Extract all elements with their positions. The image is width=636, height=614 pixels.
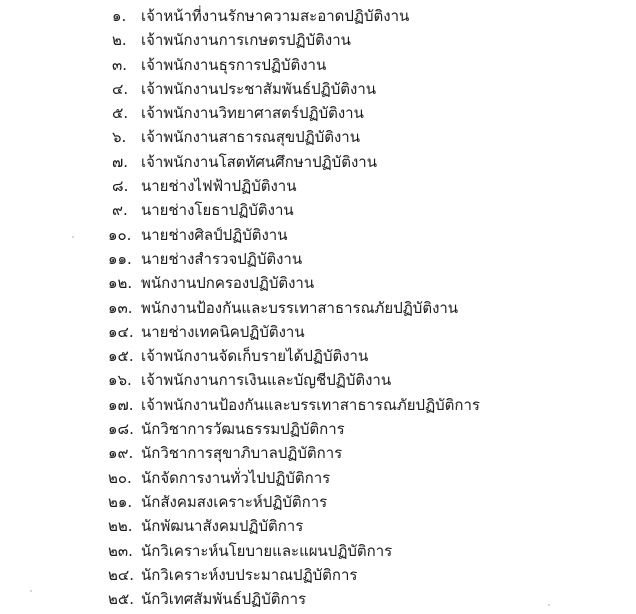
item-text: เจ้าพนักงานป้องกันและบรรเทาสาธารณภัยปฏิบัติการ bbox=[141, 395, 480, 414]
item-number: ๑๖. bbox=[108, 371, 132, 390]
item-number: ๒๒. bbox=[108, 517, 133, 536]
list-item bbox=[0, 4, 636, 28]
list-item bbox=[0, 417, 636, 441]
list-item bbox=[0, 125, 636, 149]
list-item bbox=[0, 466, 636, 490]
scan-speck bbox=[72, 236, 74, 238]
item-number: ๑๑. bbox=[108, 249, 132, 268]
list-item bbox=[0, 247, 636, 271]
list-item bbox=[0, 368, 636, 392]
item-text: นักวิชาการวัฒนธรรมปฏิบัติการ bbox=[141, 420, 345, 439]
item-text: เจ้าหน้าที่งานรักษาความสะอาดปฏิบัติงาน bbox=[141, 7, 410, 25]
item-number: ๑๔. bbox=[108, 322, 134, 341]
item-text: นักวิเทศสัมพันธ์ปฏิบัติการ bbox=[141, 590, 307, 609]
list-item bbox=[0, 28, 636, 52]
item-text: เจ้าพนักงานประชาสัมพันธ์ปฏิบัติงาน bbox=[141, 79, 376, 98]
item-number: ๓. bbox=[112, 55, 128, 74]
position-list bbox=[0, 4, 636, 611]
list-item bbox=[0, 344, 636, 368]
item-number: ๒๐. bbox=[108, 468, 132, 487]
item-text: นักวิชาการสุขาภิบาลปฏิบัติการ bbox=[141, 444, 343, 463]
item-text: นายช่างศิลป์ปฏิบัติงาน bbox=[141, 225, 288, 244]
item-number: ๑. bbox=[112, 7, 127, 25]
item-number: ๒๕. bbox=[108, 590, 135, 609]
item-number: ๙. bbox=[112, 201, 128, 220]
item-text: พนักงานป้องกันและบรรเทาสาธารณภัยปฏิบัติงาน bbox=[141, 298, 459, 317]
item-text: เจ้าพนักงานการเกษตรปฏิบัติงาน bbox=[141, 31, 351, 50]
item-text: เจ้าพนักงานโสตทัศนศึกษาปฏิบัติงาน bbox=[141, 152, 377, 171]
list-item bbox=[0, 223, 636, 247]
item-text: นักจัดการงานทั่วไปปฏิบัติการ bbox=[141, 468, 331, 487]
list-item bbox=[0, 77, 636, 101]
list-item bbox=[0, 101, 636, 125]
item-text: นายช่างโยธาปฏิบัติงาน bbox=[141, 201, 294, 220]
list-item bbox=[0, 198, 636, 222]
list-item bbox=[0, 53, 636, 77]
list-item bbox=[0, 174, 636, 198]
item-text: เจ้าพนักงานวิทยาศาสตร์ปฏิบัติงาน bbox=[141, 104, 364, 123]
item-number: ๒. bbox=[112, 31, 127, 50]
item-text: นักสังคมสงเคราะห์ปฏิบัติการ bbox=[141, 492, 328, 511]
item-text: นายช่างสำรวจปฏิบัติงาน bbox=[141, 249, 303, 268]
list-item bbox=[0, 441, 636, 465]
list-item bbox=[0, 271, 636, 295]
list-item bbox=[0, 393, 636, 417]
item-number: ๑๒. bbox=[108, 274, 133, 293]
item-text: นายช่างเทคนิคปฏิบัติงาน bbox=[141, 322, 305, 341]
scan-speck bbox=[548, 604, 550, 606]
item-text: เจ้าพนักงานจัดเก็บรายได้ปฏิบัติงาน bbox=[141, 347, 369, 366]
item-text: นายช่างไฟฟ้าปฏิบัติงาน bbox=[141, 177, 297, 196]
list-item bbox=[0, 563, 636, 587]
item-number: ๖. bbox=[112, 128, 127, 147]
item-text: นักวิเคราะห์นโยบายและแผนปฏิบัติการ bbox=[141, 541, 393, 560]
item-text: เจ้าพนักงานสาธารณสุขปฏิบัติงาน bbox=[141, 128, 360, 147]
item-number: ๒๑. bbox=[108, 492, 133, 511]
item-text: นักวิเคราะห์งบประมาณปฏิบัติการ bbox=[141, 565, 358, 584]
item-number: ๘. bbox=[112, 177, 129, 196]
item-text: พนักงานปกครองปฏิบัติงาน bbox=[141, 274, 315, 293]
list-item bbox=[0, 150, 636, 174]
item-number: ๑๐. bbox=[108, 225, 132, 244]
item-number: ๑๓. bbox=[108, 298, 133, 317]
scan-speck bbox=[30, 590, 32, 592]
item-text: เจ้าพนักงานการเงินและบัญชีปฏิบัติงาน bbox=[141, 371, 392, 390]
item-number: ๑๕. bbox=[108, 347, 134, 366]
list-item bbox=[0, 539, 636, 563]
list-item bbox=[0, 587, 636, 611]
list-item bbox=[0, 296, 636, 320]
item-number: ๒๓. bbox=[108, 541, 133, 560]
item-number: ๒๔. bbox=[108, 565, 135, 584]
item-number: ๗. bbox=[112, 152, 129, 171]
list-item bbox=[0, 514, 636, 538]
item-number: ๑๘. bbox=[108, 420, 134, 439]
item-number: ๕. bbox=[112, 104, 129, 123]
list-item bbox=[0, 320, 636, 344]
item-number: ๑๙. bbox=[108, 444, 134, 463]
item-text: นักพัฒนาสังคมปฏิบัติการ bbox=[141, 517, 304, 536]
item-number: ๔. bbox=[112, 79, 129, 98]
list-item bbox=[0, 490, 636, 514]
item-text: เจ้าพนักงานธุรการปฏิบัติงาน bbox=[141, 55, 327, 74]
item-number: ๑๗. bbox=[108, 395, 134, 414]
